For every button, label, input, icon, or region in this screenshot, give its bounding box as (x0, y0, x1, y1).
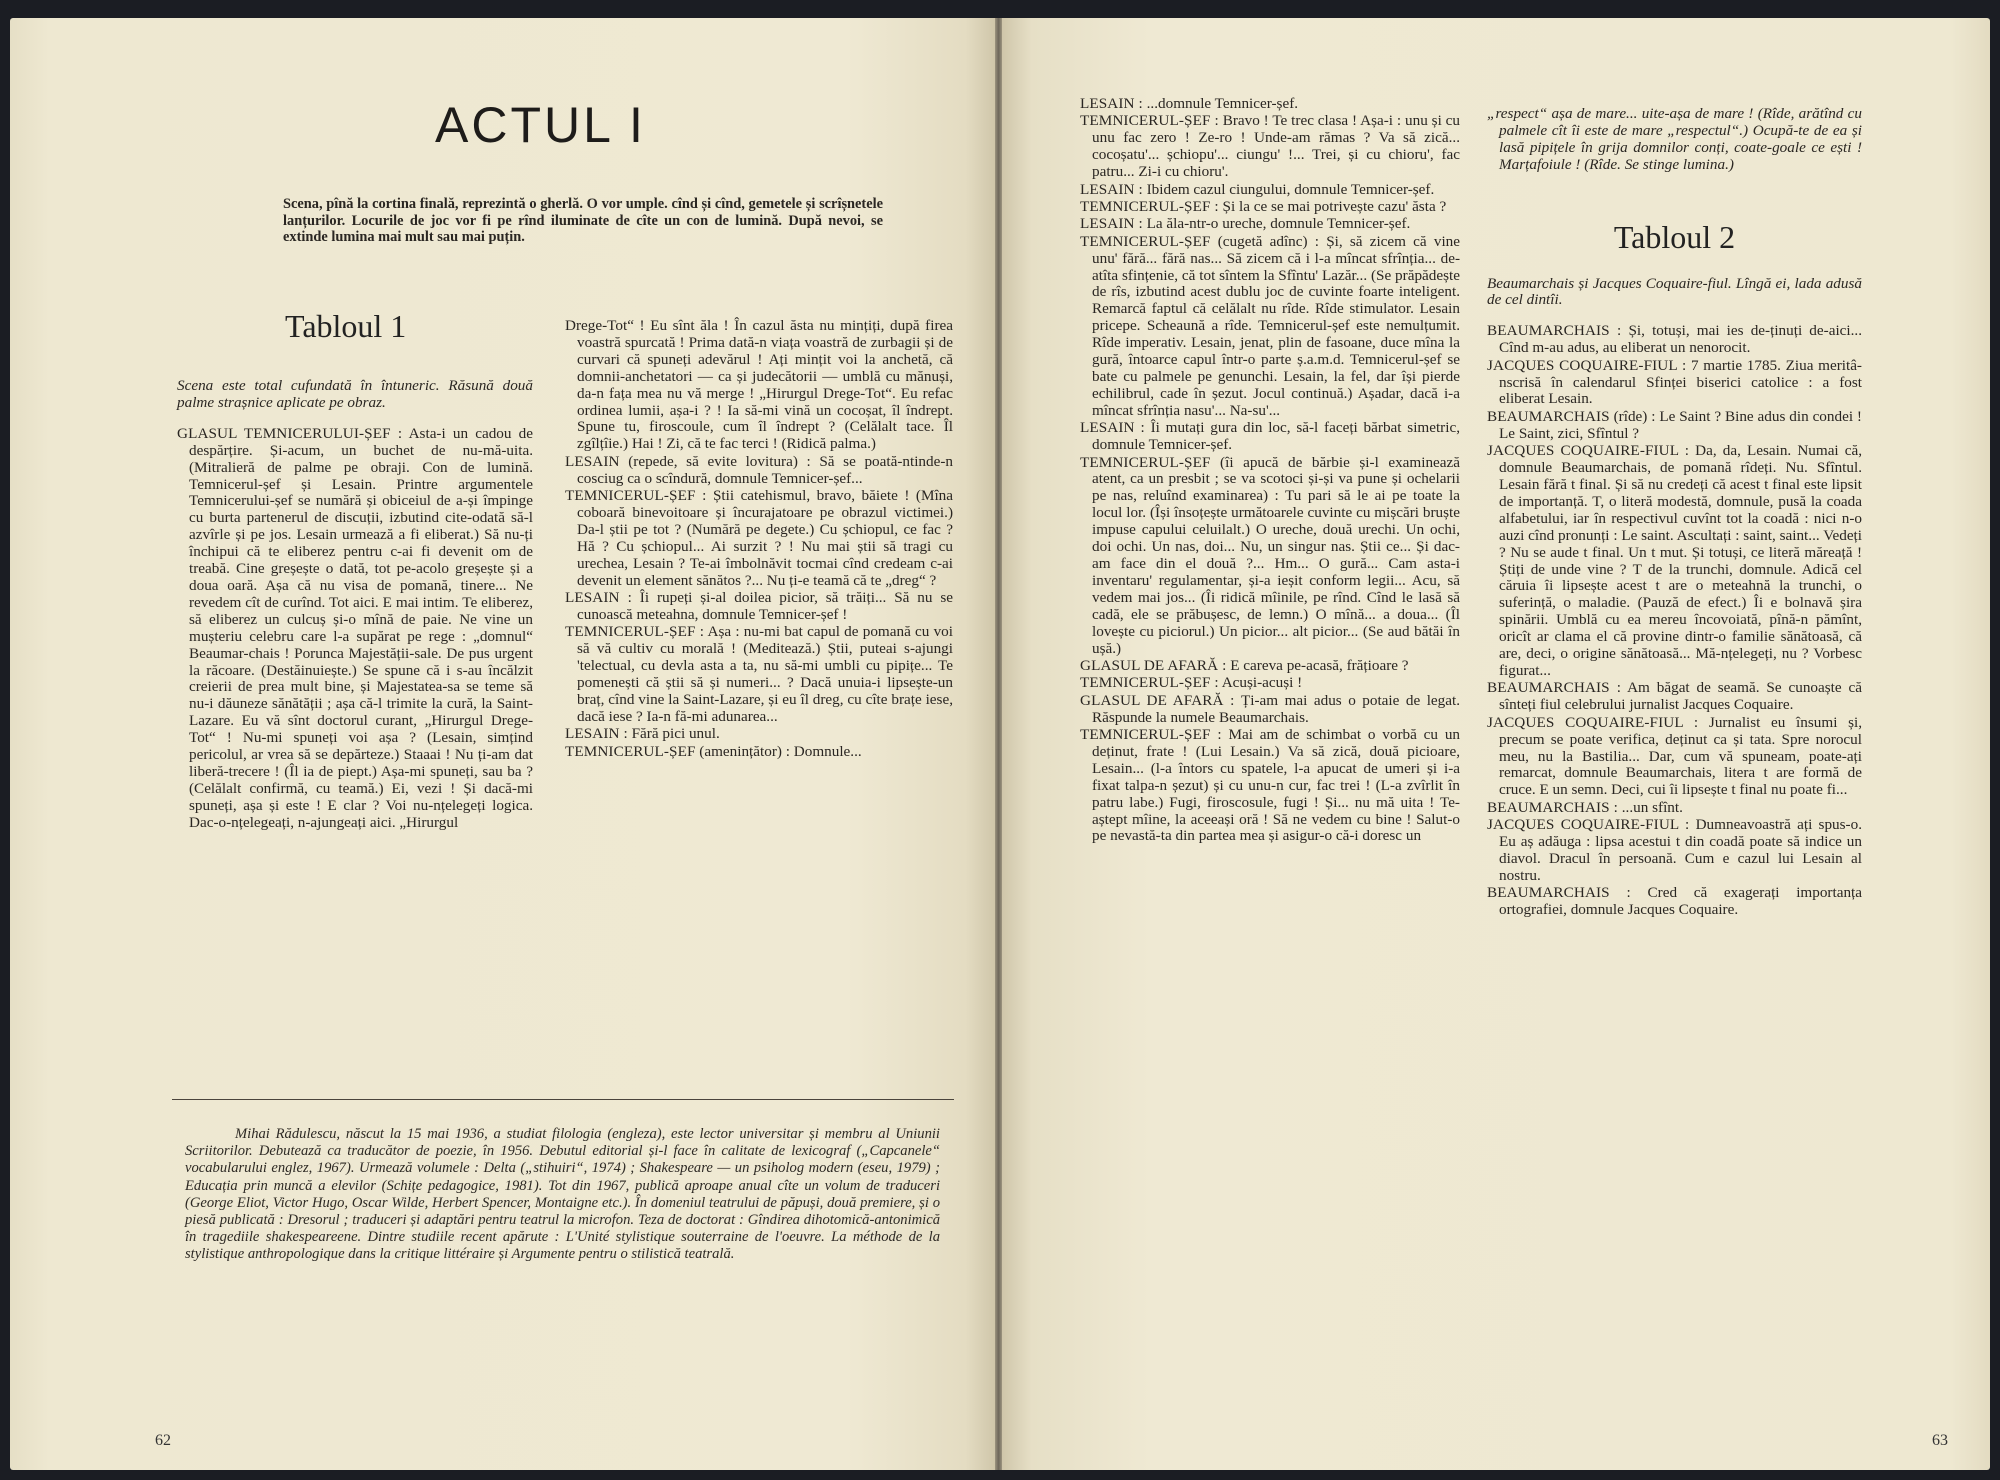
dialogue-text: Fără pici unul. (631, 725, 720, 743)
dialogue-text: 7 martie 1785. Ziua meritâ-nscrisă în calendarul Sfinței biserici catolice : a fost eliberat Lesain. (1499, 356, 1862, 408)
left-column-1 (177, 378, 533, 832)
dialogue-text: (repede, să evite lovitura) : Să se poată-ntinde-n cosciug ca o scîndură, domnule Temnicer-șef... (577, 452, 953, 487)
dialogue-line (1080, 727, 1460, 845)
dialogue-text: Știi catehismul, bravo, băiete ! (Mîna coboară binevoitoare și încurajatoare pe obrazul victimei.) Da-l știi pe tot ? (Numără pe degete.) Cu șchiopul, ce fac ? Hă ? Cu șchiopul... Ai surzit ? ! Nu mai știi să tragi cu urechea, Lesain ? Te-ai îmbolnăvit tocmai cînd credeam c-ai devenit un element sănătos ?... Nu ți-e teamă că te „dreg“ ? (577, 487, 953, 589)
dialogue-line (177, 426, 533, 832)
dialogue-line (565, 726, 953, 743)
left-column-2 (565, 318, 953, 761)
dialogue-text: Ți-am mai adus o potaie de legat. Răspunde la numele Beaumarchais. (1092, 691, 1461, 726)
speaker-name: TEMNICERUL-ȘEF : (1080, 726, 1222, 744)
speaker-name: LESAIN : (565, 589, 632, 606)
dialogue-line (1080, 182, 1460, 199)
speaker-name: GLASUL TEMNICERULUI-ȘEF : (177, 424, 403, 442)
speaker-name: BEAUMARCHAIS : (1487, 798, 1618, 816)
dialogue-line (1080, 455, 1460, 658)
dialogue-line (1487, 323, 1862, 357)
dialogue-text: La ăla-ntr-o ureche, domnule Temnicer-șef. (1146, 215, 1411, 233)
dialogue-text: Acuși-acuși ! (1221, 674, 1303, 692)
act-title: ACTUL I (435, 97, 646, 153)
dialogue-line (1080, 693, 1460, 727)
page-number-left: 62 (155, 1432, 171, 1449)
dialogue-line (1487, 443, 1862, 680)
speaker-name: TEMNICERUL-ȘEF : (565, 623, 705, 641)
speaker-name: LESAIN : (1080, 215, 1143, 233)
speaker-name: GLASUL DE AFARĂ : (1080, 656, 1227, 674)
speaker-name: TEMNICERUL-ȘEF (1080, 232, 1211, 250)
speaker-name: LESAIN : (565, 725, 628, 743)
dialogue-text: (îi apucă de bărbie și-l examinează atent, ca un presbit ; se va scotoci și-și va pune și ochelarii pe nas, reluînd examinarea) : Tu pari să le ai pe toate la locul lor. (Își însoțește următoarele cuvinte cu mișcări bruște impuse capului celuilalt.) O ureche, două urechi. Un ochi, doi ochi. Un nas, doi... Nu, un singur nas. Știi ce... Și dac-am face din el două ?... Hm... O gură... Cam asta-i inventaru' regulamentar, și-a ieșit conform legii... Acu, să vedem mai jos... (Îi ridică mîinile, pe rînd. Cînd le lasă să cadă, ele se prăbușesc, de lemn.) O mînă... a doua... (Îl lovește cu piciorul.) Un picior... alt picior... (Se aud bătăi în ușă.) (1092, 453, 1461, 657)
dialogue-line (565, 454, 953, 488)
dialogue-text: ...un sfînt. (1621, 798, 1683, 816)
dialogue-line (1487, 680, 1862, 714)
dialogue-line (565, 318, 953, 453)
dialogue-text: Jurnalist eu însumi și, precum se poate verifica, deținut ca și tata. Spre norocul meu, nu la Bastilia... Dar, cum vă spuneam, poate-ați remarcat, domnule Beaumarchais, litera t are formă de cruce. E un semn. Deci, cui îi lipsește t final nu poate fi... (1499, 713, 1863, 799)
dialogue-line (1080, 234, 1460, 420)
dialogue-line (565, 590, 953, 624)
dialogue-text: (amenințător) : Domnule... (699, 742, 862, 760)
dialogue-line (1487, 817, 1862, 885)
speaker-name: JACQUES COQUAIRE-FIUL : (1487, 356, 1687, 374)
dialogue-line (565, 624, 953, 725)
dialogue-text: Îi mutați gura din loc, să-l faceți bărbat simetric, domnule Temnicer-șef. (1092, 419, 1460, 454)
dialogue-line (1080, 420, 1460, 454)
dialogue-line (1487, 409, 1862, 443)
speaker-name: TEMNICERUL-ȘEF : (1080, 197, 1219, 215)
tablou-2-title: Tabloul 2 (1613, 218, 1736, 255)
dialogue-text: Ibidem cazul ciungului, domnule Temnicer-șef. (1146, 180, 1435, 198)
dialogue-text: Mai am de schimbat o vorbă cu un deținut, frate ! (Lui Lesain.) Va să zică, două picioare, Lesain... (l-a întors cu spatele, l-a apucat de umeri și i-a fixat talpa-n șezut) și cu unu-n cur, fac trei ! (L-a zvîrlit în patru labe.) Fugi, firoscosule, fugi ! Și... nu mă uita ! Te-aștept mîine, la aceeași oră ! Să ne vedem cu bine ! Salut-o pe nevastă-ta din partea mea și asigur-o că-i doresc un (1092, 726, 1461, 845)
speaker-name: TEMNICERUL-ȘEF : (1080, 112, 1219, 130)
act-intro: Scena, pînă la cortina finală, reprezintă o gherlă. O vor umple. cînd și cînd, gemetele și scrîșnetele lanțurilor. Locurile de joc vor fi pe rînd iluminate de cîte un con de lumină. După nevoi, se extinde lumina mai mult sau mai puțin. (283, 196, 883, 246)
dialogue-line (1080, 199, 1460, 216)
dialogue-text: Cred că exagerați importanța ortografiei, domnule Jacques Coquaire. (1499, 884, 1863, 919)
dialogue-text: Bravo ! Te trec clasa ! Așa-i : unu și cu unu fac zero ! Ze-ro ! Unde-am rămas ? Va să zică... cocoșatu'... șchiopu'... ciungu' !... Trei, și cu chioru', fac patru... Zi-i cu chioru'. (1092, 112, 1460, 181)
dialogue-line (1487, 800, 1862, 817)
dialogue-line (565, 488, 953, 589)
speaker-name: TEMNICERUL-ȘEF (1080, 453, 1211, 471)
dialogue-text: Dumneavoastră ați spus-o. Eu aș adăuga : lipsa acestui t din coadă poate să indice un diavol. Dracul în persoană. Cum e cazul lui Lesain al nostru. (1499, 816, 1862, 884)
dialogue-line (1080, 216, 1460, 233)
dialogue-text: Așa : nu-mi bat capul de pomană cu voi să vă cultiv cu morală ! (Meditează.) Știi, puteai s-ajungi 'telectual, cu devla asta a ta, nu să-mi umbli cu pipițe... Te pomenești că știi să și numeri... ? Dacă unuia-i lipsește-un braț, cînd vine la Saint-Lazare, și eu îl dreg, cu cîte brațe iese, dacă iese ? Ia-n fă-mi adunarea... (577, 623, 953, 725)
dialogue-text: ...domnule Temnicer-șef. (1146, 95, 1299, 112)
speaker-name: BEAUMARCHAIS : (1487, 322, 1622, 340)
book-gutter (995, 18, 1002, 1470)
dialogue-text: Și, totuși, mai ies de-ținuți de-aici... Cînd m-au adus, au eliberat un nenorocit. (1499, 322, 1863, 357)
tablou-1-title: Tabloul 1 (285, 308, 407, 344)
dialogue-text: Îi rupeți și-al doilea picior, să trăiți... Să nu se cunoască meteahna, domnule Temnicer-șef ! (577, 589, 954, 623)
speaker-name: LESAIN : (1080, 180, 1143, 198)
right-column-1 (1080, 96, 1460, 846)
dialogue-line (1080, 658, 1460, 675)
author-bio: Mihai Rădulescu, născut la 15 mai 1936, a studiat filologia (engleza), este lector universitar și membru al Uniunii Scriitorilor. Debutează ca traducător de poezie, în 1956. Debutul editorial și-l face în calitate de lexicograf („Capcanele“ vocabularului englez, 1967). Urmează volumele : Delta („stihuiri“, 1974) ; Shakespeare — un psiholog modern (eseu, 1979) ; Educația prin muncă a elevilor (Schițe pedagogice, 1981). Tot din 1967, publică aproape anual cîte un volum de traduceri (George Eliot, Victor Hugo, Oscar Wilde, Herbert Spencer, Montaigne etc.). În domeniul teatrului de păpuși, două premiere, și o piesă publicată : Dresorul ; traduceri și adaptări pentru teatrul la microfon. Teza de doctorat : Gîndirea dihotomică-antonimică în tragediile shakespeareene. Dintre studiile recent apărute : L'Unité stylistique souterraine de l'oeuvre. La méthode de la stylistique anthropologique dans la critique littéraire și Argumente pentru o stilistică teatrală. (185, 1126, 940, 1263)
dialogue-line (1487, 885, 1862, 919)
dialogue-line (1487, 358, 1862, 409)
left-page (10, 18, 995, 1470)
speaker-name: GLASUL DE AFARĂ : (1080, 691, 1235, 709)
dialogue-text: (cugetă adînc) : Și, să zicem că vine unu' fără... fără nas... Să zicem că i l-a mîncat sfrînția... de-atîta sfințenie, că tot sîntem la Sfîntu' Lazăr... (Se prăpădește de rîs, izbutind acest dublu joc de cuvinte foarte inteligent. Remarcă faptul că celălalt nu rîde. Rîde stimulator. Lesain pricepe. Scheaună a rîde. Temnicerul-șef este nemulțumit. Rîde imperativ. Lesain, jenat, plin de fasoane, duce mîna la gură, întoarce capul într-o parte ș.a.m.d. Temnicerul-șef se bate cu palmele pe genunchi. Lesain, la fel, dar își pierde echilibrul, cade în șezut. Jocul continuă.) Așadar, dacă i-a mîncat sfrînția nasu'... Na-su'... (1092, 232, 1461, 419)
right-page (1002, 18, 1990, 1470)
speaker-name: LESAIN : (1080, 419, 1145, 437)
dialogue-line (1487, 715, 1862, 800)
stage-direction-2: Beaumarchais și Jacques Coquaire-fiul. Lîngă ei, lada adusă de cel dintîi. (1487, 274, 1862, 309)
speaker-name: LESAIN (565, 452, 620, 470)
dialogue-text: Asta-i un cadou de despărțire. Și-acum, un buchet de nu-mă-uita. (Mitralieră de palme pe obraji. Con de lumină. Temnicerul-șef și Lesain. Printre argumentele Temnicerului-șef se numără și obiceiul de a-și împinge cu burta partenerul de discuții, izbutind cite-odată să-l azvîrle și pe jos. Lesain urmează a fi eliberat.) Să nu-ți închipui că te eliberez pentru c-ai fi devenit om de treabă. Cine greșește o dată, tot pe-acolo greșește și a doua oară. Așa că nu visa de pomană, tinere... Ne revedem cît de curînd. Tot aici. E mai intim. Te eliberez, să eliberez un culcuș și-o mînă de paie. Ne vine un mușteriu celebru care l-a supărat pe rege : „domnul“ Beaumar-chais ! Porunca Majestății-sale. De pus urgent la răcoare. (Destăinuiește.) Se spune că i s-au încălzit creierii de prea mult bine, și Majestatea-sa se teme să nu-i dăuneze sănătății ; așa că-l trimite la cură, la Saint-Lazare. Eu vă sînt doctorul curant, „Hirurgul Drege-Tot“ ! Nu-mi spuneți voi așa ? (Lesain, simțind pericolul, ar vrea să se depărteze.) Staaai ! Nu ți-am dat liberă-trecere ! (Îl ia de piept.) Așa-mi spuneți, sau ba ? (Celălalt confirmă, cu teamă.) Ei, vezi ! Și dacă-mi spuneți, așa și este ! E clar ? Voi nu-nțelegeți logica. Dac-o-nțelegeați, n-ajungeați aici. „Hirurgul (189, 424, 534, 831)
speaker-name: TEMNICERUL-ȘEF : (565, 487, 707, 505)
dialogue-text: Am băgat de seamă. Se cunoaște că sînteți fiul celebrului jurnalist Jacques Coquaire. (1499, 679, 1862, 714)
speaker-name: BEAUMARCHAIS : (1487, 884, 1631, 902)
dialogue-line (565, 744, 953, 761)
speaker-name: TEMNICERUL-ȘEF (565, 742, 696, 760)
speaker-name: LESAIN : (1080, 95, 1143, 112)
stage-direction: Scena este total cufundată în întuneric. Răsună două palme strașnice aplicate pe obraz. (177, 377, 533, 411)
dialogue-text: (rîde) : Le Saint ? Bine adus din condei ! Le Saint, zici, Sfîntul ? (1499, 407, 1862, 442)
dialogue-text: Da, da, Lesain. Numai că, domnule Beaumarchais, de pomană rîdeți. Nu. Sfîntul. Lesain fără t final. Și să nu credeți că acest t final este lipsit de importanță. T, o literă modestă, domnule, pusă la coada alfabetului, iar în respectivul cuvînt tot la coadă : nici n-o auzi cînd pronunți : Le saint. Ascultați : saint, saint... Vedeți ? Nu se aude t final. Un t mut. Și totuși, ce literă măreață ! Știți de unde vine ? T de la trunchi, domnule. Adică cel căruia îi lipsește acest t are o meteahnă la trunchi, o suferință, o maladie. (Pauză de efect.) Îi e bolnavă șira spinării. Umblă cu ea mereu încovoiată, pînă-n pămînt, oricît ar clama el că provine dintr-o familie sănătoasă, că are, deci, o origine sănătoasă... Mă-nțelegeți, nu ? Vorbesc figurat... (1499, 442, 1863, 679)
dialogue-text: E careva pe-acasă, frățioare ? (1230, 656, 1409, 674)
speaker-name: JACQUES COQUAIRE-FIUL : (1487, 442, 1690, 460)
continued-speech: „respect“ așa de mare... uite-așa de mare ! (Rîde, arătînd cu palmele cît îi este de mare „respectul“.) Ocupă-te de ea și lasă pipițele în grija domnilor conți, coate-goale ce ești ! Marțafoiule ! (Rîde. Se stinge lumina.) (1487, 105, 1862, 173)
dialogue-line (1080, 113, 1460, 181)
speaker-name: BEAUMARCHAIS : (1487, 679, 1622, 697)
dialogue-line (1080, 96, 1460, 113)
speaker-name: BEAUMARCHAIS (1487, 407, 1610, 425)
page-number-right: 63 (1932, 1432, 1948, 1449)
speaker-name: TEMNICERUL-ȘEF : (1080, 674, 1219, 692)
speaker-name: JACQUES COQUAIRE-FIUL : (1487, 816, 1690, 834)
speaker-name: JACQUES COQUAIRE-FIUL : (1487, 713, 1699, 731)
dialogue-text: Drege-Tot“ ! Eu sînt ăla ! În cazul ăsta nu mințiți, după firea voastră spurcată ! Prima dată-n viața voastră de zurbagii și de curvari că spuneți adevărul ! Ați mințit voi la anchetă, că domnii-anchetatori — ca și judecătorii — umblă cu mănuși, da-n fața mea nu vă merge ! „Hirurgul Drege-Tot“. Eu refac ordinea lumii, așa-i ? ! Ia să-mi vină un cocoșat, îl îndrept. Spune tu, firoscoule, cum îl îndrept ? (Celălalt tace. Îl zgîlțîie.) Hai ! Zi, că te fac terci ! (Ridică palma.) (565, 317, 953, 453)
dialogue-line (1080, 675, 1460, 692)
bio-separator (172, 1099, 954, 1100)
dialogue-text: Și la ce se mai potrivește cazu' ăsta ? (1222, 197, 1447, 215)
right-column-2 (1487, 106, 1862, 920)
